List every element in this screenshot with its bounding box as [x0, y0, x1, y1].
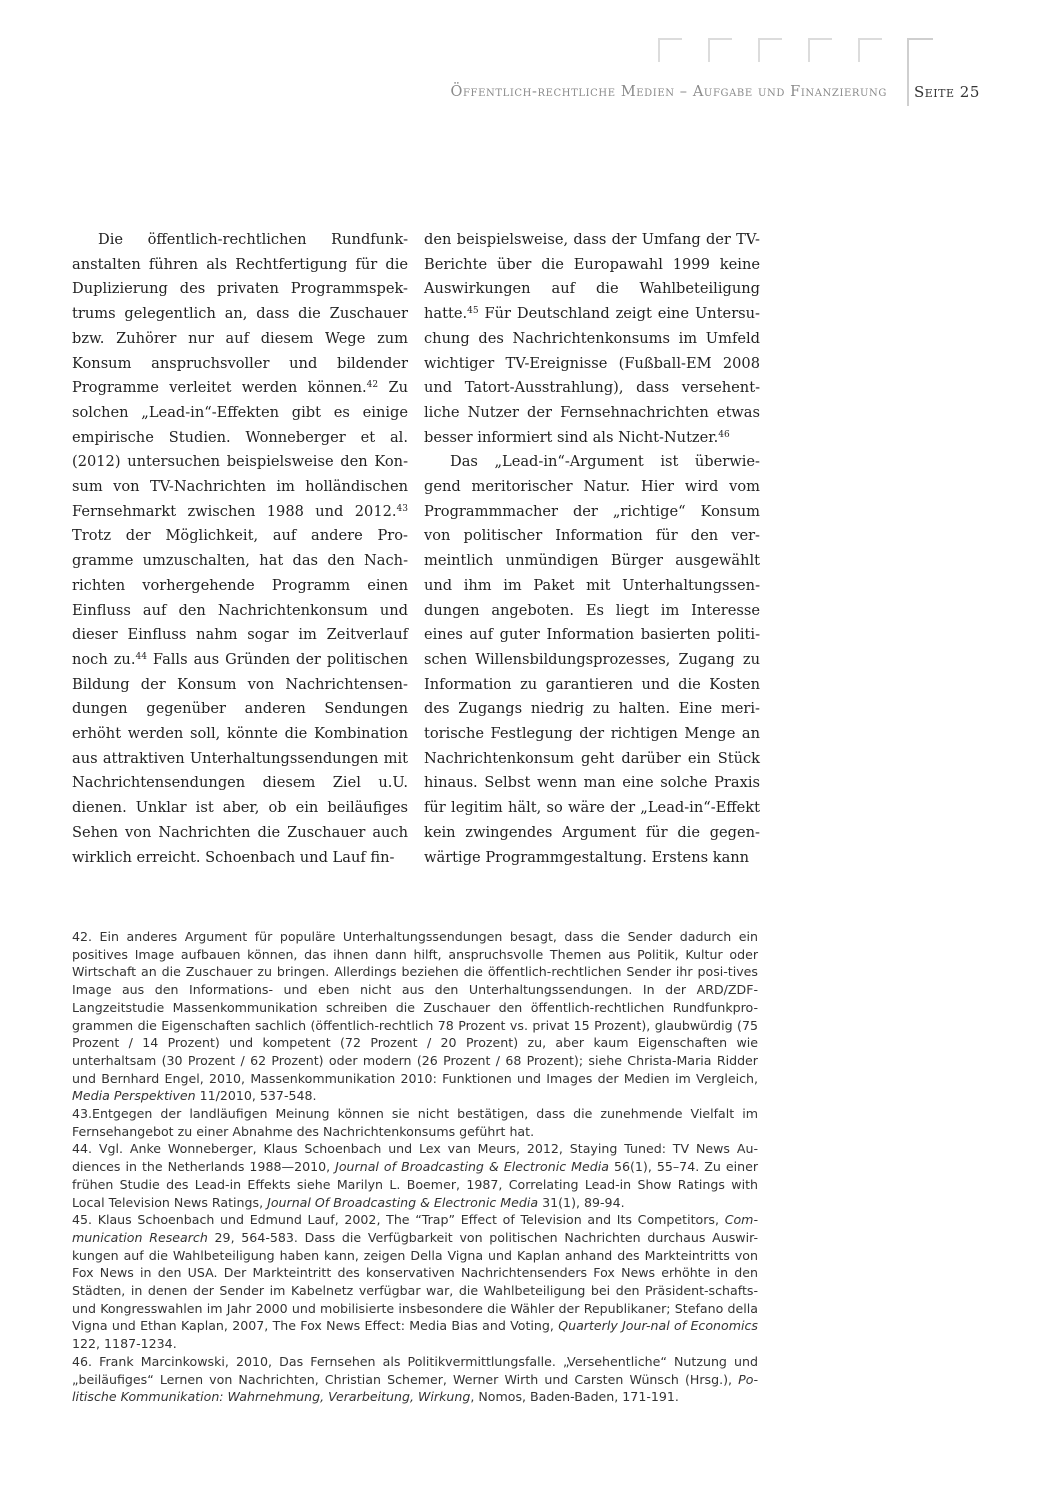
footnote-ref-45[interactable]: 45 — [467, 306, 479, 317]
citation-title: Journal of Broadcasting & Electronic Media — [335, 1159, 609, 1175]
page-number: Seite 25 — [914, 83, 980, 101]
header-deco-mark — [658, 38, 682, 62]
footnote-45 — [72, 1211, 758, 1353]
footnote-text: 44. Vgl. Anke Wonneberger, Klaus Schoenbach und Lex van Meurs, 2012, Staying Tuned: TV News Au-diences in the Netherlands 1988—2010, — [72, 1141, 758, 1175]
footnote-text: , Nomos, Baden-Baden, 171-191. — [470, 1389, 679, 1405]
footnote-text: 45. Klaus Schoenbach und Edmund Lauf, 2002, The “Trap” Effect of Television and Its Competitors, — [72, 1212, 725, 1228]
footnotes — [72, 928, 758, 1406]
footnote-text: 31(1), 89-94. — [538, 1194, 625, 1210]
running-title: Öffentlich-rechtliche Medien – Aufgabe und Finanzierung — [450, 84, 887, 100]
body-paragraph — [424, 228, 760, 450]
footnote-text: 11/2010, 537-548. — [195, 1088, 317, 1104]
citation-title: Journal Of Broadcasting & Electronic Media — [267, 1194, 539, 1210]
body-text: Trotz der Möglichkeit, auf andere Pro-gramme umzuschalten, hat das den Nach-richten vorhergehende Programm einen Einfluss auf den Nachrichtenkonsum und dieser Einfluss nahm sogar im Zeitverlauf noch zu. — [72, 527, 408, 668]
footnote-text: 56(1), 55–74. Zu einer frühen Studie des Lead-in Effekts siehe Marilyn L. Boemer, 1987, Correlating Lead-in Show Ratings with Local Television News Ratings, — [72, 1159, 758, 1210]
footnote-43: 43.Entgegen der landläufigen Meinung können sie nicht bestätigen, dass die zunehmende Vielfalt im Fernsehangebot zu einer Abnahme des Nachrichtenkonsums geführt hat. — [72, 1106, 758, 1139]
header-deco-mark — [808, 38, 832, 62]
header-deco-mark — [758, 38, 782, 62]
footnote-text: 46. Frank Marcinkowski, 2010, Das Fernsehen als Politikvermittlungsfalle. „Versehentliche“ Nutzung und „beiläufiges“ Lernen von Nachrichten, Christian Schemer, Werner Wirth und Carsten Wünsch (Hrsg.), — [72, 1353, 758, 1387]
body-text: Die öffentlich-rechtlichen Rundfunk-anstalten führen als Rechtfertigung für die Duplizierung des privaten Programmspek-trums gelegentlich an, dass die Zuschauer bzw. Zuhörer nur auf diesem Wege zum Konsum anspruchsvoller und bildender Programme verleitet werden können. — [72, 231, 408, 397]
footnote-ref-43[interactable]: 43 — [396, 503, 408, 514]
body-text: Zu solchen „Lead-in“-Effekten gibt es einige empirische Studien. Wonneberger et al. (2012) untersuchen beispielsweise den Kon-sum von TV-Nachrichten im holländischen Fernsehmarkt zwischen 1988 und 2012. — [72, 379, 408, 520]
footnote-ref-44[interactable]: 44 — [135, 651, 147, 662]
body-column-right — [424, 228, 760, 870]
footnote-ref-46[interactable]: 46 — [718, 429, 730, 440]
body-text: Falls aus Gründen der politischen Bildung der Konsum von Nachrichtensen-dungen gegenüber anderen Sendungen erhöht werden soll, könnte die Kombination aus attraktiven Unterhaltungssendungen mit Nachrichtensendungen diesem Ziel u.U. dienen. Unklar ist aber, ob ein beiläufiges Sehen von Nachrichten die Zuschauer auch wirklich erreicht. Schoenbach und Lauf fin- — [72, 650, 408, 866]
body-paragraph — [72, 228, 408, 870]
footnote-ref-42[interactable]: 42 — [366, 380, 379, 391]
footnote-text: 42. Ein anderes Argument für populäre Unterhaltungssendungen besagt, dass die Sender dadurch ein positives Image aufbauen können, das ihnen dann hilft, anspruchsvolle Themen aus Politik, Kultur oder Wirtschaft an die Zuschauer zu bringen. Allerdings beziehen die öffentlich-rechtlichen Sender ihr posi-tives Image aus den Informations- und eben nicht aus den Unterhaltungssendungen. In der ARD/ZDF-Langzeitstudie Massenkommunikation schreiben die Zuschauer den öffentlich-rechtlichen Rundfunkpro-grammen die Eigenschaften sachlich (öffentlich-rechtlich 78 Prozent vs. privat 15 Prozent), glaubwürdig (75 Prozent / 14 Prozent) und kompetent (72 Prozent / 20 Prozent) zu, aber kaum Eigenschaften wie unterhaltsam (30 Prozent / 62 Prozent) oder modern (26 Prozent / 68 Prozent); siehe Christa-Maria Ridder und Bernhard Engel, 2010, Massenkommunikation 2010: Funktionen und Images der Medien im Vergleich, — [72, 929, 758, 1086]
citation-title: Po-litische Kommunikation: Wahrnehmung, Verarbeitung, Wirkung — [72, 1371, 758, 1405]
footnote-text: 29, 564-583. Dass die Verfügbarkeit von politischen Nachrichten durchaus Auswir-kungen auf die Wahlbeteiligung haben kann, zeigen Della Vigna und Kaplan anhand des Markteintritts von Fox News in den USA. Der Markteintritt des konservativen Nachrichtensenders Fox News erhöhte in den Städten, in denen der Sender im Kabelnetz verfügbar war, die Wahlbeteiligung bei den Präsident-schafts- und Kongresswahlen im Jahr 2000 und mobilisierte insbesondere die Wähler der Republikaner; Stefano della Vigna und Ethan Kaplan, 2007, The Fox News Effect: Media Bias and Voting, — [72, 1229, 758, 1334]
body-text: den beispielsweise, dass der Umfang der TV-Berichte über die Europawahl 1999 keine Auswirkungen auf die Wahlbeteiligung hatte. — [424, 231, 760, 323]
citation-title: Com-munication Research — [72, 1212, 758, 1245]
header-deco-mark — [708, 38, 732, 62]
footnote-46 — [72, 1353, 758, 1406]
citation-title: Media Perspektiven — [72, 1088, 196, 1104]
footnote-42 — [72, 928, 758, 1105]
footnote-text: 122, 1187-1234. — [72, 1336, 177, 1352]
body-paragraph: Das „Lead-in“-Argument ist überwie-gend meritorischer Natur. Hier wird vom Programmmacher der „richtige“ Konsum von politischer Information für den ver-meintlich unmündigen Bürger ausgewählt und ihm im Paket mit Unterhaltungssen-dungen angeboten. Es liegt im Interesse eines auf guter Information basierten politi-schen Willensbildungsprozesses, Zugang zu Information zu garantieren und die Kosten des Zugangs niedrig zu halten. Eine meri-torische Festlegung der richtigen Menge an Nachrichtenkonsum geht darüber ein Stück hinaus. Selbst wenn man eine solche Praxis für legitim hält, so wäre der „Lead-in“-Effekt kein zwingendes Argument für die gegen-wärtige Programmgestaltung. Erstens kann — [424, 453, 760, 866]
footnote-44 — [72, 1140, 758, 1211]
body-column-left — [72, 228, 408, 870]
body-text: Für Deutschland zeigt eine Untersu-chung des Nachrichtenkonsums im Umfeld wichtiger TV-Ereignisse (Fußball-EM 2008 und Tatort-Ausstrahlung), dass versehent-liche Nutzer der Fernsehnachrichten etwas besser informiert sind als Nicht-Nutzer. — [424, 305, 760, 446]
citation-title: Quarterly Jour-nal of Economics — [558, 1318, 758, 1334]
header-deco-mark — [858, 38, 882, 62]
